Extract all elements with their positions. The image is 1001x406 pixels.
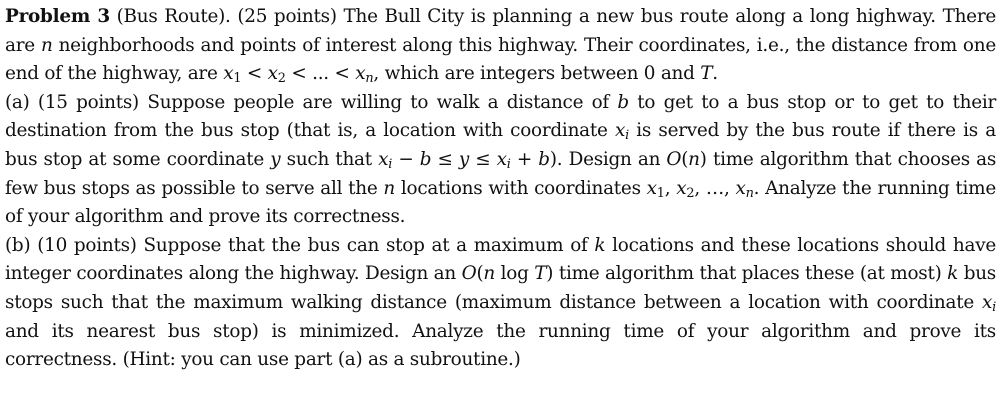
part-b-text-5: and its nearest bus stop) is minimized. Analyze the running time of your algorithm and prove its correctness. (Hint: you can use part (a) as a subroutine.) — [5, 320, 996, 371]
problem-points: (25 points) — [237, 6, 337, 27]
part-b-text-4: bus stops such that the maximum walking distance (maximum distance between a location with coordinate — [5, 263, 996, 313]
part-a-text-2: to get to a bus stop or to get to their destination from the bus stop (that is, a location with coordinate — [5, 91, 997, 142]
math-y: y — [270, 148, 281, 170]
math-xi-2: $x_i$ — [982, 291, 996, 316]
part-b-text-2: locations and these locations should have integer coordinates along the highway. Design an — [5, 234, 996, 285]
part-b-text-1: Suppose that the bus can stop at a maximum of — [136, 234, 595, 256]
part-a-text-3: is served by the bus route if there is a bus stop at some coordinate — [5, 120, 996, 170]
math-T: T — [700, 63, 713, 85]
intro-text-2: neighborhoods and points of interest along this highway. Their coordinates, i.e., the distance from one end of the highway, are — [5, 34, 996, 85]
part-a-text-5: ). Design an — [549, 148, 667, 170]
part-a-text-4: such that — [280, 148, 379, 170]
math-xi: $x_i$ — [614, 120, 629, 144]
math-O-nlogT: O(n log T) — [461, 263, 554, 285]
part-b — [5, 232, 996, 375]
math-sequence: $x_1 < x_2$ < ... < $x_n$ — [223, 63, 374, 87]
part-a-text-1: Suppose people are willing to walk a distance of — [138, 91, 618, 113]
math-b: b — [617, 91, 629, 113]
math-list: $x_1$, $x_2$, …, $x_n$ — [646, 177, 754, 201]
part-b-label: (b) (10 points) — [5, 234, 137, 256]
math-inequality: $x_i - b \le y \le x_i + b$ — [378, 148, 550, 173]
intro-text-3: , which are integers between 0 and — [373, 63, 701, 85]
math-k: k — [594, 234, 606, 256]
intro-text-4: . — [712, 63, 718, 85]
math-O-n: O(n) — [666, 148, 707, 170]
part-a — [5, 89, 996, 232]
part-a-label: (a) (15 points) — [5, 91, 139, 113]
part-a-text-7: locations with coordinates — [394, 177, 647, 199]
part-a-text-8: . Analyze the running time of your algorithm and prove its correctness. — [5, 177, 997, 228]
math-n-2: n — [383, 177, 395, 199]
intro-text-1: The Bull City is planning a new bus route along a long highway. There are — [5, 6, 996, 56]
part-b-text-3: time algorithm that places these (at most) — [553, 263, 948, 285]
part-a-text-6: time algorithm that chooses as few bus stops as possible to serve all the — [5, 148, 997, 199]
problem-heading: Problem 3 — [5, 6, 110, 27]
math-n: n — [40, 34, 53, 56]
problem-name: (Bus Route). — [109, 6, 238, 27]
math-k-2: k — [947, 263, 959, 285]
problem-intro — [5, 3, 996, 89]
